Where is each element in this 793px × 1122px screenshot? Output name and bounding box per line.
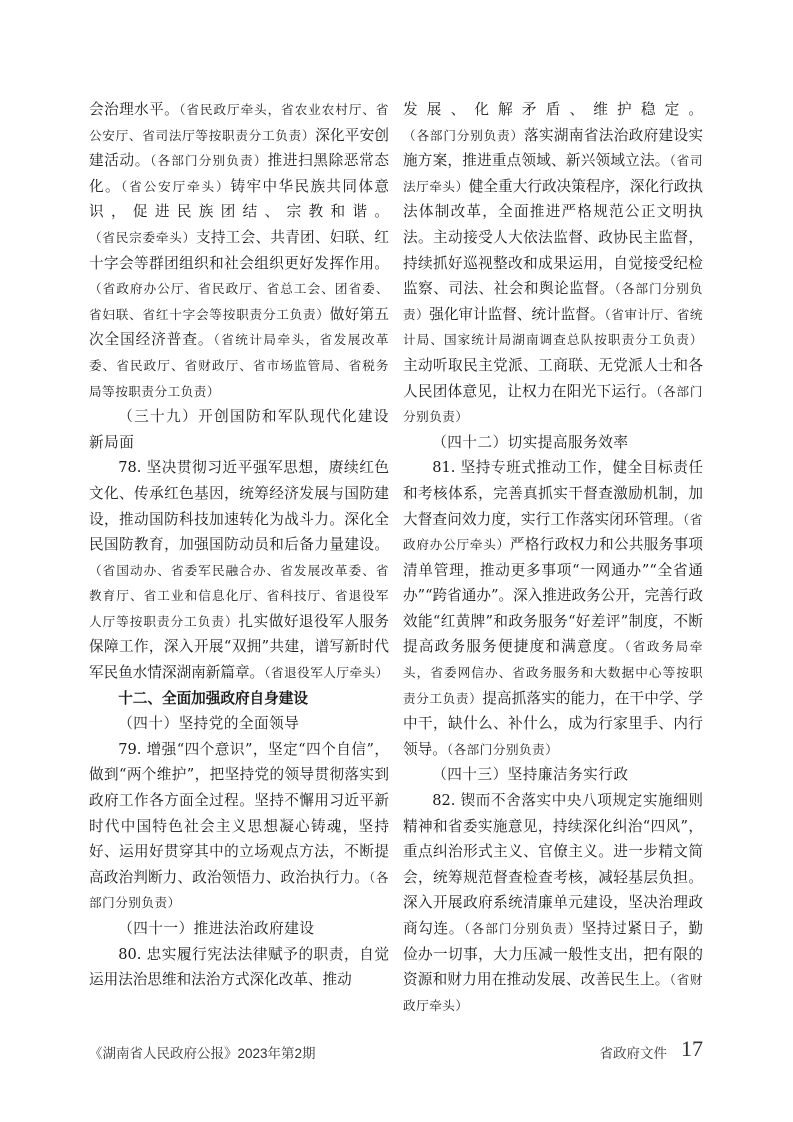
journal-title: 《湖南省人民政府公报》2023年第2期 [89, 1046, 316, 1061]
page-footer [89, 1038, 703, 1062]
body-text: 深化平安创建活动。 [89, 126, 389, 170]
body-text: 主动听取民主党派、工商联、无党派人士和各人民团体意见，让权力在阳光下运行。 [403, 356, 703, 400]
responsibility-note: （省政府办公厅牵头） [403, 511, 703, 553]
subsection-heading: （四十二）切实提高服务效率 [432, 433, 629, 451]
body-text: 推进扫黑除恶常态化。 [89, 152, 389, 195]
responsibility-note: （各部门分别负责） [464, 921, 582, 936]
responsibility-note: （各部门分别负责） [403, 383, 703, 425]
body-text: 发展、化解矛盾、维护稳定。 [403, 101, 703, 118]
page-number: 17 [681, 1036, 703, 1061]
body-text: 严格行政权力和公共服务事项清单管理，推动更多事项“一网通办”“全省通办”“跨省通办”。深入推进政务公开，完善行政效能“红黄牌”和政务服务“好差评”制度，不断提高政务服务便捷度和满意度。 [403, 536, 703, 656]
body-text: 强化审计监督、统计监督。 [429, 305, 605, 323]
body-text: 铸牢中华民族共同体意识，促进民族团结、宗教和谐。 [89, 177, 389, 221]
body-text: 81. 坚持专班式推动工作，健全目标责任和考核体系，完善真抓实干督查激励机制，加大督查问效力度，实行工作落实闭环管理。 [403, 459, 703, 528]
left-column [89, 97, 389, 993]
body-text: 支持工会、共青团、妇联、红十字会等群团组织和社会组织更好发挥作用。 [89, 228, 389, 272]
responsibility-note: （各部门分别负责） [446, 741, 559, 757]
body-text: 坚持过紧日子，勤俭办一切事，大力压减一般性支出，把有限的资源和财力用在推动发展、改善民生上。 [403, 920, 703, 989]
responsibility-note: （省国动办、省委军民融合办、省发展改革委、省教育厅、省工业和信息化厅、省科技厅、省退役军人厅等按职责分工负责） [89, 562, 389, 629]
responsibility-note: （省民宗委牵头） [89, 229, 196, 245]
section-label: 省政府文件 [599, 1046, 667, 1061]
responsibility-note: （各部门分别负责） [89, 869, 389, 911]
subsection-heading: （三十九）开创国防和军队现代化建设新局面 [89, 408, 389, 451]
paragraph [89, 737, 389, 916]
right-column [403, 97, 703, 1018]
subsection-heading: （四十一）推进法治政府建设 [118, 920, 315, 937]
paragraph [403, 97, 703, 430]
section-heading: 十二、全面加强政府自身建设 [118, 689, 308, 707]
responsibility-note: （省财政厅牵头） [403, 972, 703, 1013]
body-text: 82. 锲而不舍落实中央八项规定实施细则精神和省委实施意见，持续深化纠治“四风”，重点纠治形式主义、官僚主义。进一步精文简会，统筹规范督查检查考核，减轻基层负担。深入开展政府系统清廉单元建设，坚决治理政商勾连。 [403, 792, 703, 937]
body-text: 会治理水平。 [89, 101, 180, 118]
responsibility-note: （省退役军人厅牵头） [264, 665, 389, 681]
subsection-heading: （四十三）坚持廉洁务实行政 [432, 766, 629, 784]
body-text: 78. 坚决贯彻习近平强军思想，赓续红色文化、传承红色基因，统筹经济发展与国防建设，推动国防科技加速转化为战斗力。深化全民国防教育，加强国防动员和后备力量建设。 [89, 459, 389, 554]
paragraph [89, 97, 389, 404]
responsibility-note: （省政府办公厅、省民政厅、省总工会、团省委、省妇联、省红十字会等按职责分工负责） [89, 281, 389, 322]
responsibility-note: （省公安厅牵头） [120, 178, 231, 194]
responsibility-note: （省政务局牵头，省委网信办、省政务服务和大数据中心等按职责分工负责） [403, 639, 703, 706]
subsection-heading: （四十）坚持党的全面领导 [118, 715, 300, 733]
paragraph [403, 455, 703, 762]
body-text: 80. 忠实履行宪法法律赋予的职责，自觉运用法治思维和法治方式深化改革、推动 [89, 945, 389, 989]
body-text: 79. 增强“四个意识”，坚定“四个自信”，做到“两个维护”，把坚持党的领导贯彻落实到政府工作各方面全过程。坚持不懈用习近平新时代中国特色社会主义思想凝心铸魂，坚持好、运用好贯穿其中的立场观点方法，不断提高政治判断力、政治领悟力、政治执行力。 [89, 740, 389, 886]
responsibility-note: （省审计厅、省统计局、国家统计局湖南调查总队按职责分工负责） [403, 306, 704, 348]
paragraph [403, 788, 703, 1018]
body-text: 做好第五次全国经济普查。 [89, 305, 389, 349]
body-text: 健全重大行政决策程序，深化行政执法体制改革，全面推进严格规范公正文明执法。主动接受人大依法监督、政协民主监督，持续抓好巡视整改和成果运用，自觉接受纪检监察、司法、社会和舆论监督。 [403, 177, 703, 298]
responsibility-note: （省司法厅牵头） [403, 153, 703, 194]
responsibility-note: （省民政厅牵头，省农业农村厅、省公安厅、省司法厅等按职责分工负责） [89, 102, 389, 143]
body-text: 提高抓落实的能力，在干中学、学中干，缺什么、补什么，成为行家里手、内行领导。 [403, 689, 703, 758]
responsibility-note: （各部门分别负责） [150, 153, 268, 169]
responsibility-note: （省统计局牵头，省发展改革委、省民政厅、省财政厅、省市场监管局、省税务局等按职责分工负责） [89, 332, 389, 399]
responsibility-note: （各部门分别负责） [403, 281, 703, 322]
paragraph [89, 455, 389, 685]
body-text: 落实湖南省法治政府建设实施方案，推进重点领域、新兴领域立法。 [403, 126, 704, 170]
paragraph [89, 942, 389, 993]
body-text: 扎实做好退役军人服务保障工作，深入开展“双拥”共建，谱写新时代军民鱼水情深湖南新篇章。 [89, 612, 389, 682]
responsibility-note: （各部门分别负责） [403, 127, 525, 143]
